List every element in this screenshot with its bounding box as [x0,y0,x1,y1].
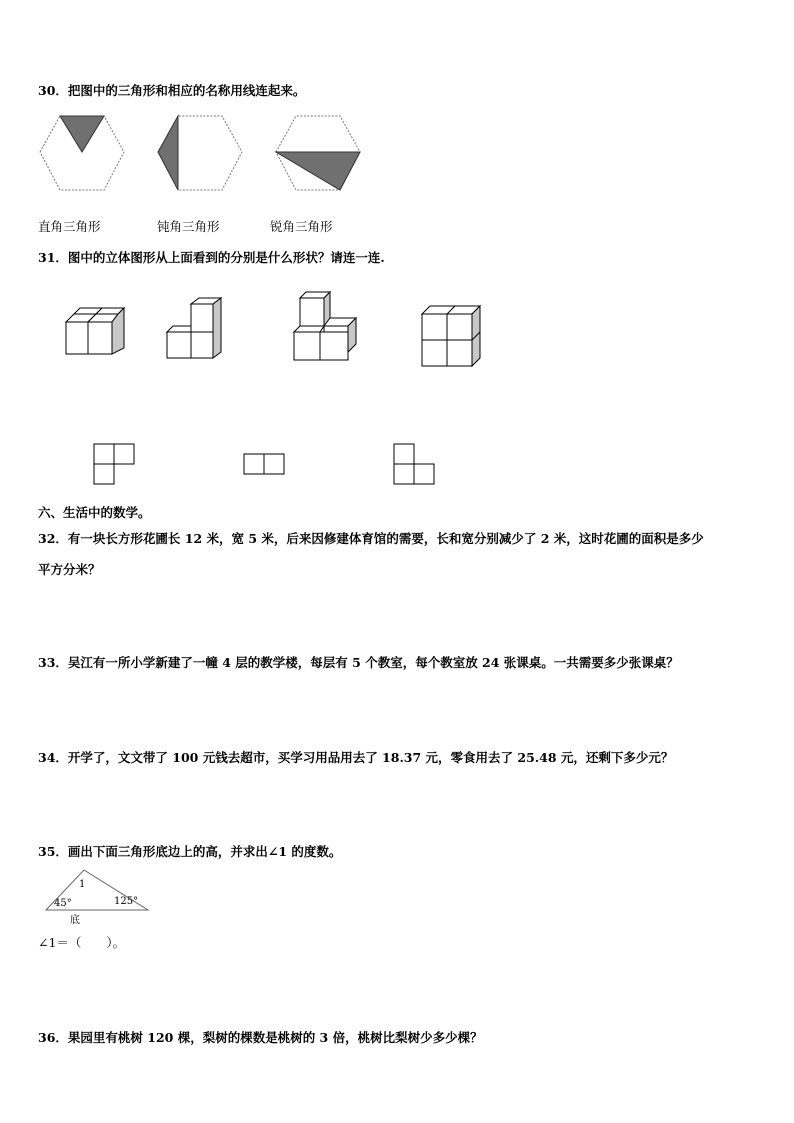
hexagon-right-triangle [38,114,128,194]
top-view-1 [92,442,142,492]
solid-figure-1 [62,308,132,358]
solid-figure-3 [290,290,370,365]
question-31-text: 31．图中的立体图形从上面看到的分别是什么形状？请连一连. [38,250,385,265]
label-obtuse-triangle: 钝角三角形 [157,219,220,234]
label-right-triangle: 直角三角形 [38,219,101,234]
question-35-text: 35．画出下面三角形底边上的高，并求出∠1 的度数。 [38,844,342,859]
label-acute-triangle: 锐角三角形 [270,219,333,234]
question-36-text: 36．果园里有桃树 120 棵，梨树的棵数是桃树的 3 倍，桃树比梨树少多少棵？ [38,1030,483,1045]
question-30-text: 30．把图中的三角形和相应的名称用线连起来。 [38,83,306,98]
hexagon-obtuse-triangle [156,114,246,194]
angle-45-label: 45° [54,898,72,909]
section-6-title: 六、生活中的数学。 [38,505,151,520]
top-view-3 [392,442,442,492]
solid-figure-4 [418,302,488,372]
base-label: 底 [70,915,80,926]
hexagon-acute-triangle [274,114,364,194]
question-34-text: 34．开学了，文文带了 100 元钱去超市，买学习用品用去了 18.37 元，零食用去了 25.48 元，还剩下多少元？ [38,750,674,765]
question-32-line1: 32．有一块长方形花圃长 12 米，宽 5 米，后来因修建体育馆的需要，长和宽分别减少了 2 米，这时花圃的面积是多少 [38,531,704,546]
triangle-figure [42,866,152,926]
angle-125-label: 125° [114,896,139,907]
question-32-line2: 平方分米？ [38,562,101,577]
question-33-text: 33．吴江有一所小学新建了一幢 4 层的教学楼，每层有 5 个教室，每个教室放 24 张课桌。一共需要多少张课桌？ [38,655,679,670]
angle-1-label: 1 [79,879,86,890]
angle-answer: ∠1＝（ ）。 [38,935,126,950]
top-view-2 [242,452,292,482]
solid-figure-2 [163,296,233,361]
